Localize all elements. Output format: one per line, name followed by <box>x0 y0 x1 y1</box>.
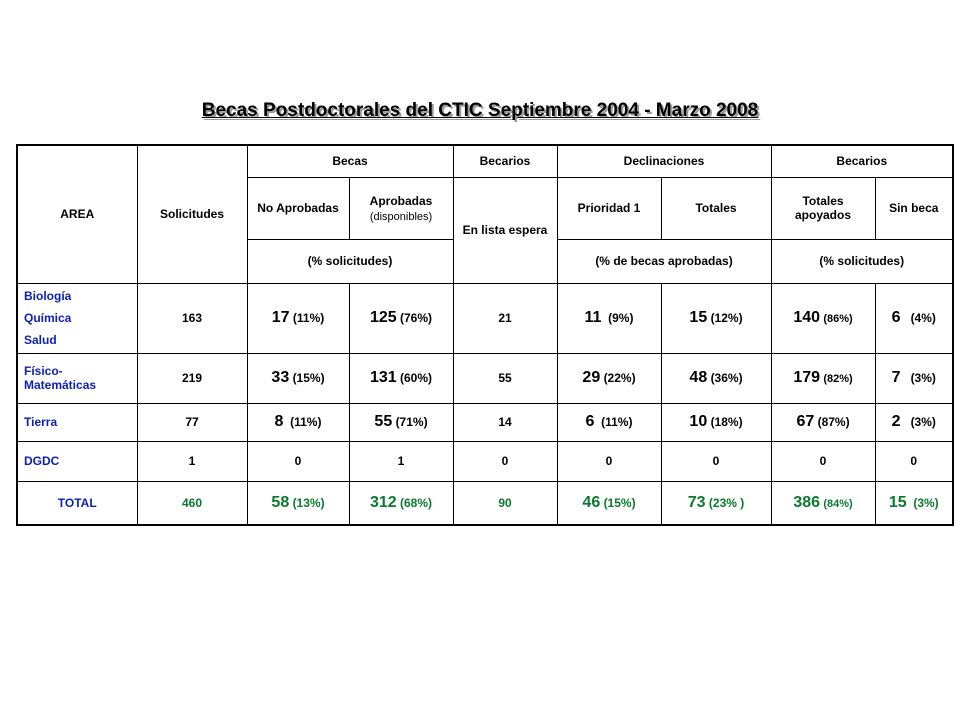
totales-cell <box>661 403 771 441</box>
pct: (76%) <box>400 311 433 325</box>
aprobadas-cell <box>349 481 453 525</box>
sin-beca-cell: 0 <box>875 441 953 481</box>
no-aprobadas-cell <box>247 353 349 403</box>
apoyados-cell <box>771 283 875 353</box>
value: 131 <box>369 369 397 386</box>
lista-espera-cell: 0 <box>453 441 557 481</box>
value: 2 <box>891 413 901 430</box>
pct: (18%) <box>710 415 743 429</box>
prioridad1-cell <box>557 353 661 403</box>
pct: (3%) <box>910 415 936 429</box>
pct: (9%) <box>608 311 634 325</box>
header-totales: Totales <box>661 177 771 239</box>
value: 73 <box>687 493 706 511</box>
pct: (71%) <box>395 415 428 429</box>
header-prioridad-1: Prioridad 1 <box>557 177 661 239</box>
area-name: Química <box>24 311 72 325</box>
header-no-aprobadas: No Aprobadas <box>247 177 349 239</box>
area-cell: Tierra <box>17 403 137 441</box>
header-en-lista-espera: En lista espera <box>453 177 557 283</box>
area-name: Salud <box>24 333 57 347</box>
no-aprobadas-cell: 0 <box>247 441 349 481</box>
sin-beca-cell <box>875 283 953 353</box>
apoyados-cell <box>771 403 875 441</box>
becas-table <box>16 144 954 526</box>
value: 7 <box>891 369 901 386</box>
prioridad1-cell: 0 <box>557 441 661 481</box>
total-label: TOTAL <box>17 481 137 525</box>
header-aprobadas <box>349 177 453 239</box>
value: 179 <box>793 369 821 386</box>
solicitudes-cell: 163 <box>137 283 247 353</box>
pct: (82%) <box>823 373 853 385</box>
value: 125 <box>369 309 397 326</box>
table-row <box>17 283 953 353</box>
pct: (15%) <box>603 495 636 510</box>
pct: (87%) <box>817 415 850 429</box>
value: 29 <box>582 369 601 386</box>
table-row <box>17 403 953 441</box>
pct: (15%) <box>292 371 325 385</box>
prioridad1-cell <box>557 283 661 353</box>
pct: (12%) <box>710 311 743 325</box>
lista-espera-cell: 21 <box>453 283 557 353</box>
pct: (60%) <box>400 371 433 385</box>
no-aprobadas-cell <box>247 283 349 353</box>
value: 17 <box>271 309 290 326</box>
pct: (13%) <box>292 495 325 510</box>
pct: (3%) <box>910 371 936 385</box>
pct: (23% ) <box>708 495 745 510</box>
header-totales-apoyados: Totales apoyados <box>771 177 875 239</box>
header-solicitudes: Solicitudes <box>137 145 247 283</box>
pct: (4%) <box>910 311 936 325</box>
aprobadas-cell: 1 <box>349 441 453 481</box>
value: 15 <box>689 309 708 326</box>
aprobadas-cell <box>349 353 453 403</box>
apoyados-cell <box>771 481 875 525</box>
value: 58 <box>271 493 290 511</box>
pct: (86%) <box>823 313 853 325</box>
pct: (84%) <box>823 497 853 510</box>
page-title: Becas Postdoctorales del CTIC Septiembre 2004 - Marzo 2008 <box>201 100 759 121</box>
table-row <box>17 441 953 481</box>
aprobadas-cell <box>349 403 453 441</box>
header-becarios-2: Becarios <box>771 145 953 177</box>
area-cell: Físico- Matemáticas <box>17 353 137 403</box>
area-name: Biología <box>24 289 72 303</box>
solicitudes-cell: 77 <box>137 403 247 441</box>
header-becas: Becas <box>247 145 453 177</box>
header-aprobadas-label: Aprobadas <box>369 193 433 208</box>
value: 140 <box>793 309 821 326</box>
sin-beca-cell <box>875 481 953 525</box>
value: 33 <box>271 369 290 386</box>
lista-espera-cell: 55 <box>453 353 557 403</box>
solicitudes-cell: 219 <box>137 353 247 403</box>
no-aprobadas-cell <box>247 403 349 441</box>
totales-cell: 0 <box>661 441 771 481</box>
header-pct-solicitudes-2: (% solicitudes) <box>771 239 953 283</box>
total-row <box>17 481 953 525</box>
value: 10 <box>689 413 708 430</box>
value: 8 <box>274 413 284 430</box>
header-row-1 <box>17 145 953 177</box>
aprobadas-cell <box>349 283 453 353</box>
value: 312 <box>369 493 397 511</box>
value: 6 <box>585 413 595 430</box>
header-area: AREA <box>17 145 137 283</box>
totales-cell <box>661 353 771 403</box>
solicitudes-cell: 460 <box>137 481 247 525</box>
area-cell: DGDC <box>17 441 137 481</box>
header-declinaciones: Declinaciones <box>557 145 771 177</box>
value: 11 <box>584 309 602 326</box>
value: 386 <box>793 493 821 511</box>
apoyados-cell: 0 <box>771 441 875 481</box>
header-pct-solicitudes-1: (% solicitudes) <box>247 239 453 283</box>
apoyados-cell <box>771 353 875 403</box>
value: 48 <box>689 369 708 386</box>
solicitudes-cell: 1 <box>137 441 247 481</box>
sin-beca-cell <box>875 353 953 403</box>
totales-cell <box>661 283 771 353</box>
header-sin-beca: Sin beca <box>875 177 953 239</box>
value: 46 <box>582 493 601 511</box>
prioridad1-cell <box>557 481 661 525</box>
lista-espera-cell: 14 <box>453 403 557 441</box>
pct: (36%) <box>710 371 743 385</box>
pct: (11%) <box>290 415 322 429</box>
value: 67 <box>796 413 815 430</box>
value: 55 <box>374 413 393 430</box>
pct: (11%) <box>601 415 633 429</box>
lista-espera-cell: 90 <box>453 481 557 525</box>
header-pct-becas-aprobadas: (% de becas aprobadas) <box>557 239 771 283</box>
header-disponibles: (disponibles) <box>369 210 433 223</box>
area-cell <box>17 283 137 353</box>
value: 6 <box>891 309 901 326</box>
pct: (11%) <box>292 311 325 325</box>
totales-cell <box>661 481 771 525</box>
no-aprobadas-cell <box>247 481 349 525</box>
sin-beca-cell <box>875 403 953 441</box>
pct: (3%) <box>913 495 939 510</box>
header-becarios-1: Becarios <box>453 145 557 177</box>
pct: (68%) <box>400 495 433 510</box>
table-row <box>17 353 953 403</box>
value: 15 <box>888 493 907 511</box>
pct: (22%) <box>603 371 636 385</box>
prioridad1-cell <box>557 403 661 441</box>
